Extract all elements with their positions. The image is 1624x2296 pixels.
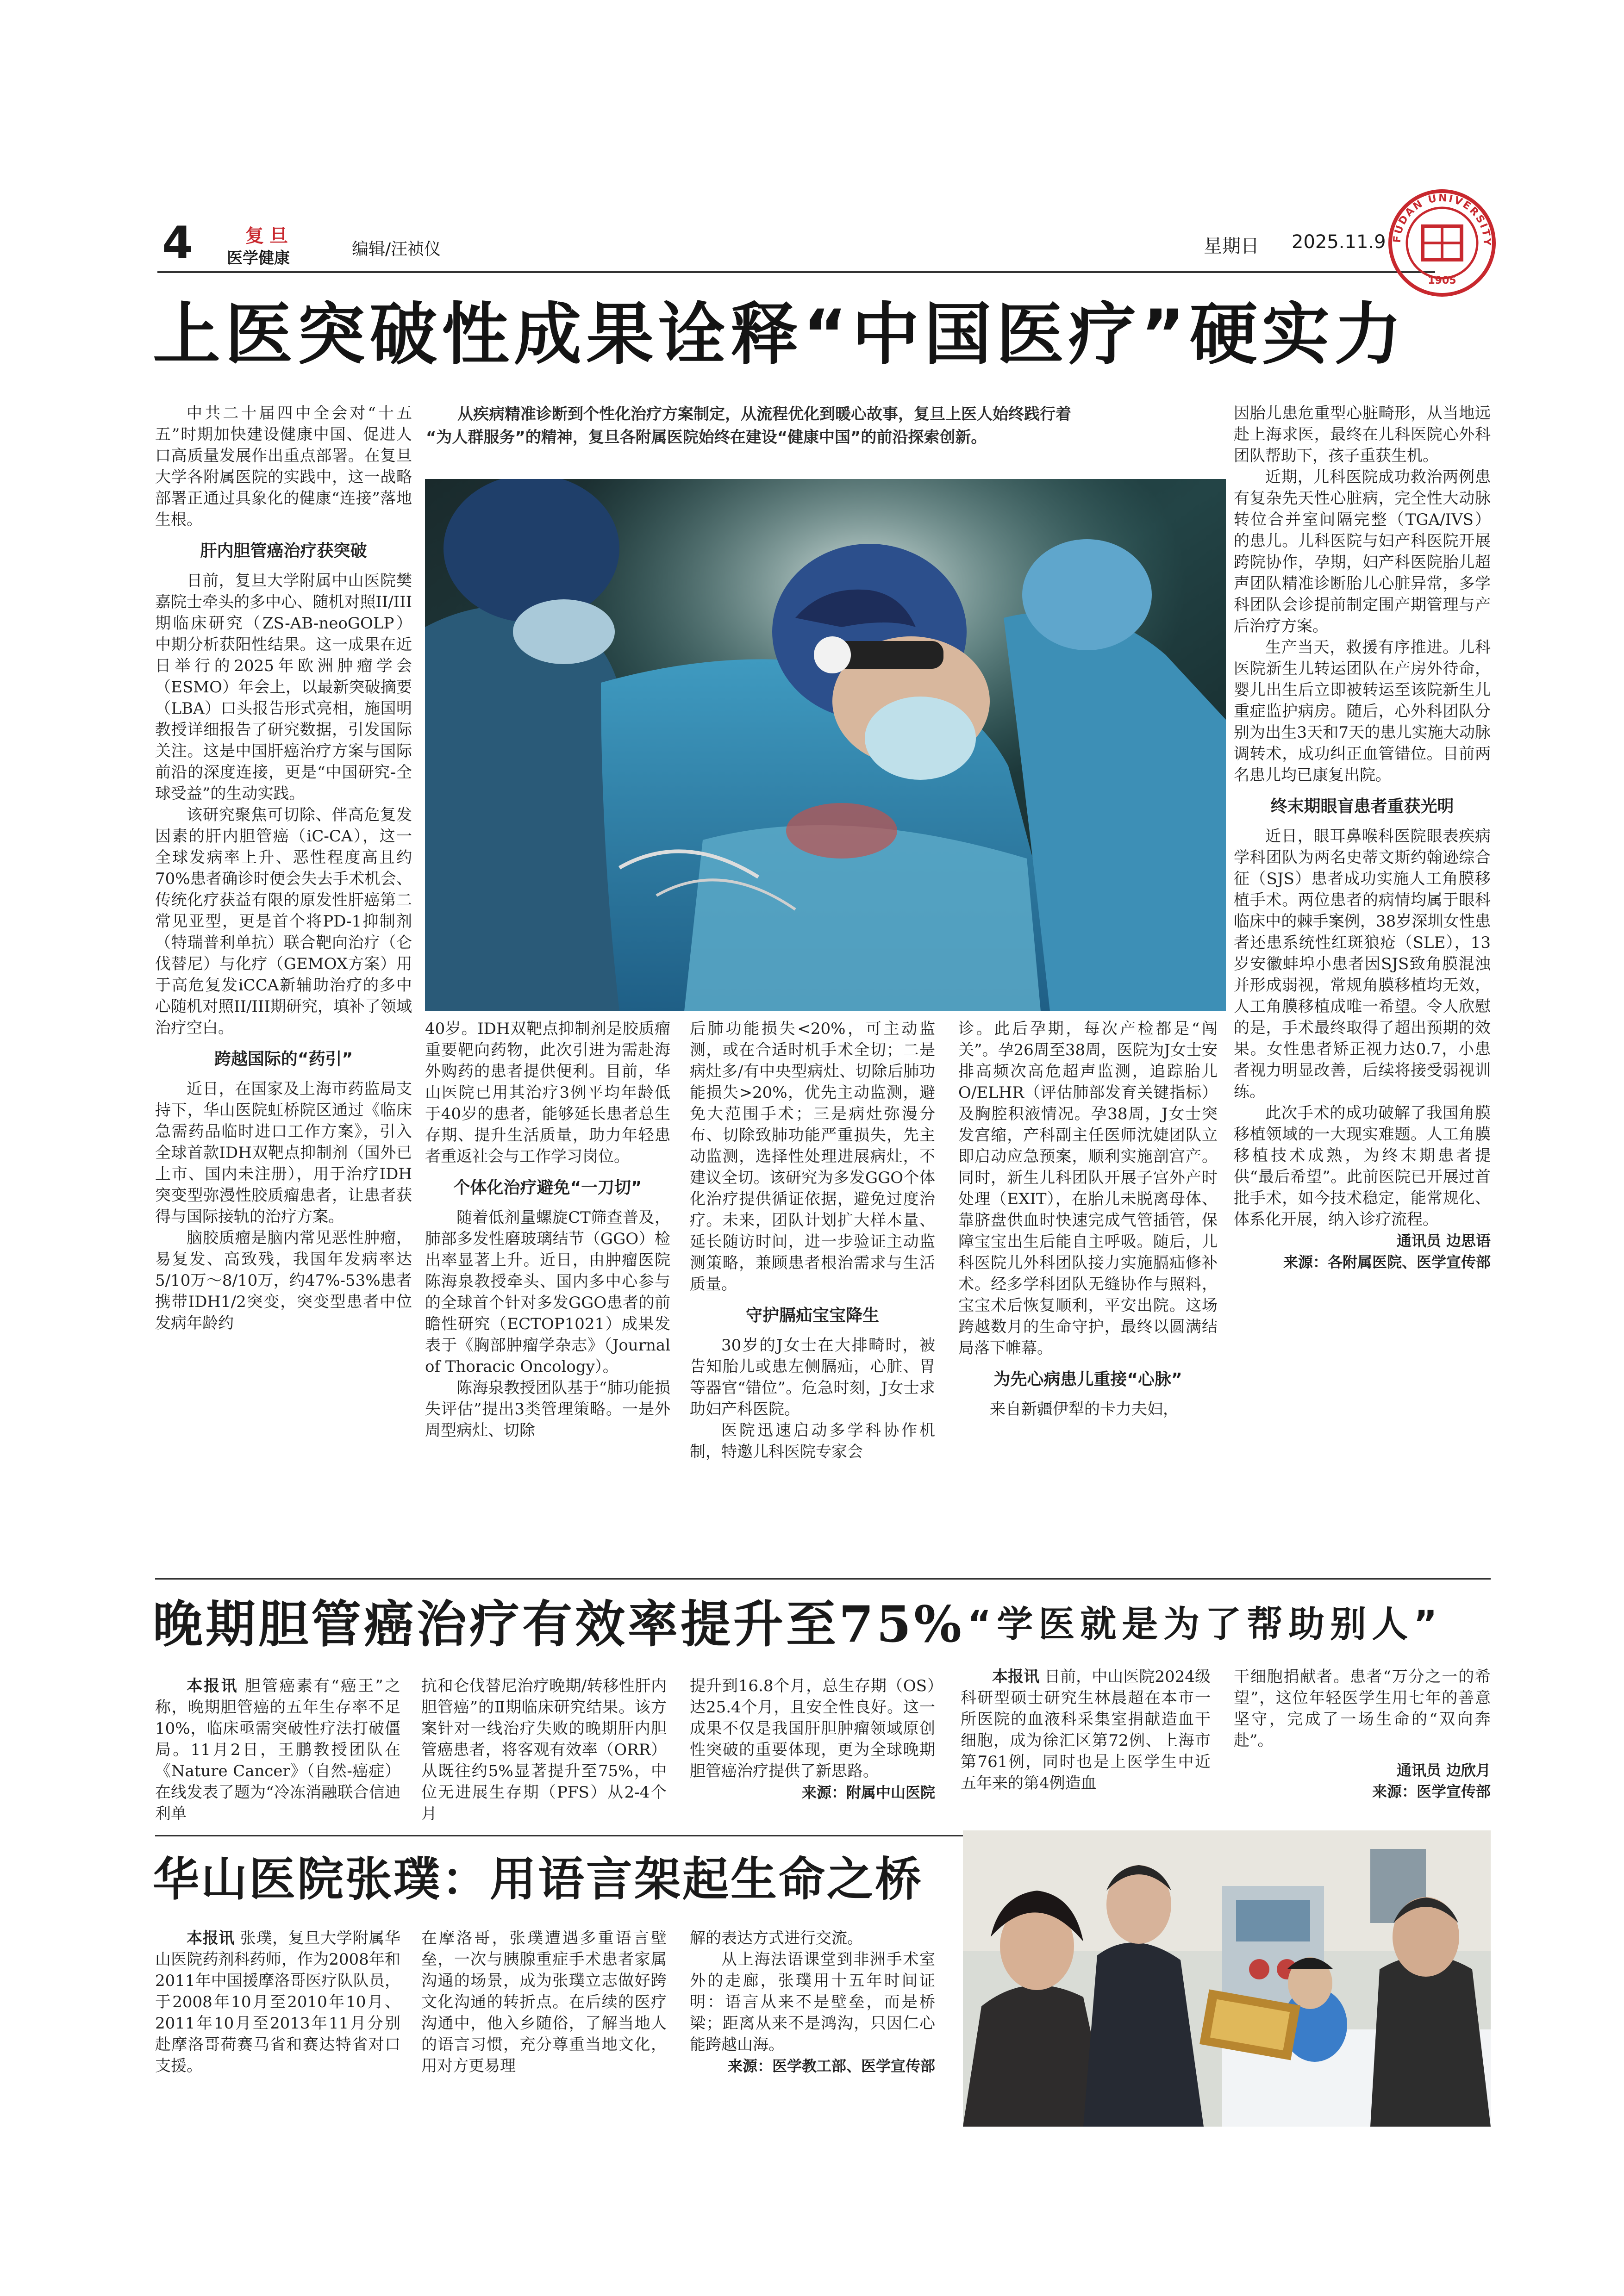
lead-label: 本报讯 xyxy=(992,1668,1040,1686)
paragraph: 日前，复旦大学附属中山医院樊嘉院士牵头的多中心、随机对照II/III期临床研究（ZS-AB-neoGOLP）中期分析获阳性结果。这一成果在近日举行的2025年欧洲肿瘤学会（ESMO）年会上，以最新突破摘要（LBA）口头报告形式亮相，施国明教授详细报告了研究数据，引发国际关注。这是中国肝癌治疗方案与国际前沿的深度连接，更是“中国研究-全球受益”的生动实践。 xyxy=(155,572,412,803)
paragraph xyxy=(961,1666,1211,1794)
deck-line-2: “为人群服务”的精神，复旦各附属医院始终在建设“健康中国”的前沿探索创新。 xyxy=(426,428,987,447)
article1-title: 上医突破性成果诠释“中国医疗”硬实力 xyxy=(153,295,1406,374)
subhead-personalized: 个体化治疗避免“一刀切” xyxy=(453,1178,642,1197)
paragraph: 30岁的J女士在大排畸时，被告知胎儿或患左侧膈疝，心脏、胃等器官“错位”。危急时刻，J女士求助妇产科医院。 xyxy=(690,1336,935,1419)
subhead-heart: 为先心病患儿重接“心脉” xyxy=(993,1370,1182,1389)
subhead-cornea: 终末期眼盲患者重获光明 xyxy=(1270,797,1454,816)
section-rule xyxy=(155,1835,979,1836)
issue-date: 2025.11.9 xyxy=(1292,231,1386,253)
correspondent: 通讯员 边思语 xyxy=(1396,1232,1491,1250)
article1-column-3 xyxy=(690,1018,935,1462)
paragraph: 来自新疆伊犁的卡力夫妇， xyxy=(990,1400,1179,1419)
brand-top: 复旦 xyxy=(245,225,294,247)
article1-deck xyxy=(426,403,1222,449)
svg-text:1905: 1905 xyxy=(1428,275,1456,286)
article3-source: 来源：医学教工部、医学宣传部 xyxy=(727,2057,935,2075)
article1-column-4 xyxy=(958,1018,1218,1420)
seal-icon xyxy=(1387,187,1498,299)
section-rule xyxy=(155,1578,1491,1580)
article3-body-3b: 从上海法语课堂到非洲手术室外的走廊，张璞用十五年时间证明：语言从来不是壁垒，而是桥梁；距离从来不是鸿沟，只因仁心能跨越山海。 xyxy=(690,1950,935,2054)
article2-column-2 xyxy=(421,1675,667,1824)
weekday: 星期日 xyxy=(1204,236,1259,257)
paragraph: 诊。此后孕期，每次产检都是“闯关”。孕26周至38周，医院为J女士安排高频次高危超声监测，追踪胎儿O/ELHR（评估肺部发育关键指标）及胸腔积液情况。孕38周，J女士突发宫缩，产科副主任医师沈婕团队立即启动应急预案，顺利实施剖宫产。同时，新生儿科团队开展子宫外产时处理（EXIT），在胎儿未脱离母体、靠脐盘供血时快速完成气管插管，保障宝宝出生后能自主呼吸。随后，儿科医院儿外科团队接力实施膈疝修补术。经多学科团队无缝协作与照料，宝宝术后恢复顺利，平安出院。这场跨越数月的生命守护，最终以圆满结局落下帷幕。 xyxy=(958,1020,1218,1357)
article4-title: “学医就是为了帮助别人” xyxy=(968,1604,1443,1645)
paragraph: 近期，儿科医院成功救治两例患有复杂先天性心脏病，完全性大动脉转位合并室间隔完整（TGA/IVS）的患儿。儿科医院与妇产科医院开展跨院协作，孕期，妇产科医院胎儿超声团队精准诊断胎儿心脏异常，多学科团队会诊提前制定围产期管理与产后治疗方案。 xyxy=(1234,468,1491,635)
paragraph xyxy=(155,1675,400,1824)
deck-line-1: 从疾病精准诊断到个性化治疗方案制定，从流程优化到暖心故事，复旦上医人始终践行着 xyxy=(457,405,1071,423)
article2-title: 晚期胆管癌治疗有效率提升至75% xyxy=(153,1595,964,1654)
source: 来源：各附属医院、医学宣传部 xyxy=(1283,1253,1491,1271)
paragraph: 脑胶质瘤是脑内常见恶性肿瘤，易复发、高致残，我国年发病率达5/10万～8/10万，约47%-53%患者携带IDH1/2突变，突变型患者中位发病年龄约 xyxy=(155,1229,412,1332)
subhead-drug-import: 跨越国际的“药引” xyxy=(214,1050,353,1069)
svg-text:FUDAN UNIVERSITY: FUDAN UNIVERSITY xyxy=(1391,192,1493,247)
paragraph: 因胎儿患危重型心脏畸形，从当地远赴上海求医，最终在儿科医院心外科团队帮助下，孩子重获生机。 xyxy=(1234,404,1491,465)
paragraph: 随着低剂量螺旋CT筛查普及，肺部多发性磨玻璃结节（GGO）检出率显著上升。近日，由肿瘤医院陈海泉教授牵头、国内多中心参与的全球首个针对多发GGO患者的前瞻性研究（ECTOP1021）成果发表于《胸部肿瘤学杂志》（Journal of Thoracic Oncology）。 xyxy=(425,1208,670,1376)
paragraph: 近日，在国家及上海市药监局支持下，华山医院虹桥院区通过《临床急需药品临时进口工作方案》，引入全球首款IDH双靶点抑制剂（国外已上市、国内未注册），用于治疗IDH突变型弥漫性胶质瘤患者，让患者获得与国际接轨的治疗方案。 xyxy=(155,1080,412,1226)
article3-body-1: 张璞，复旦大学附属华山医院药剂科药师，作为2008年和2011年中国援摩洛哥医疗队队员，于2008年10月至2010年10月、2011年10月至2013年11月分别赴摩洛哥荷赛马省和赛达特省对口支援。 xyxy=(155,1929,401,2075)
paragraph: 近日，眼耳鼻喉科医院眼表疾病学科团队为两名史蒂文斯约翰逊综合征（SJS）患者成功实施人工角膜移植手术。两位患者的病情均属于眼科临床中的棘手案例，38岁深圳女性患者还患系统性红斑狼疮（SLE），13岁安徽蚌埠小患者因SJS致角膜混浊并形成弱视，常规角膜移植均无效，人工角膜移植成唯一希望。令人欣慰的是，手术最终取得了超出预期的效果。女性患者矫正视力达0.7，小患者视力明显改善，后续将接受弱视训练。 xyxy=(1234,827,1491,1101)
article3-column-3 xyxy=(690,1928,935,2077)
paragraph: 生产当天，救援有序推进。儿科医院新生儿转运团队在产房外待命，婴儿出生后立即被转运至该院新生儿重症监护病房。随后，心外科团队分别为出生3天和7天的患儿实施大动脉调转术，成功纠正血管错位。目前两名患儿均已康复出院。 xyxy=(1234,638,1491,784)
paragraph: 后肺功能损失<20%，可主动监测，或在合适时机手术全切；二是病灶多/有中央型病灶、切除后肺功能损失>20%，优先主动监测，避免大范围手术；三是病灶弥漫分布、切除致肺功能严重损失，先主动监测，选择性处理进展病灶，不建议全切。该研究为多发GGO个体化治疗提供循证依据，避免过度治疗。未来，团队计划扩大样本量、延长随访时间，进一步验证主动监测策略，兼顾患者根治需求与生活质量。 xyxy=(690,1020,935,1294)
intro-paragraph: 中共二十届四中全会对“十五五”时期加快建设健康中国、促进人口高质量发展作出重点部署。在复旦大学各附属医院的实践中，这一战略部署正通过具象化的健康“连接”落地生根。 xyxy=(155,404,412,529)
header-rule xyxy=(157,271,1435,273)
article2-column-3 xyxy=(690,1675,935,1803)
article2-body-2: 抗和仑伐替尼治疗晚期/转移性肝内胆管癌”的Ⅱ期临床研究结果。该方案针对一线治疗失败的晚期肝内胆管癌患者，将客观有效率（ORR）从既往约5%显著提升至75%，中位无进展生存期（PFS）从2-4个月 xyxy=(421,1677,667,1823)
article4-body-2: 干细胞捐献者。患者“万分之一的希望”，这位年轻医学生用七年的善意坚守，完成了一场生命的“双向奔赴”。 xyxy=(1234,1668,1491,1750)
surgery-photo xyxy=(425,479,1226,1011)
lead-label: 本报讯 xyxy=(187,1929,235,1948)
article4-correspondent: 通讯员 边欣月 xyxy=(1396,1761,1491,1779)
page-header xyxy=(153,218,1486,273)
paragraph: 此次手术的成功破解了我国角膜移植领域的一大现实难题。人工角膜移植技术成熟，为终末期患者提供“最后希望”。此前医院已开展过首批手术，如今技术稳定，能常规化、体系化开展，纳入诊疗流程。 xyxy=(1234,1104,1491,1229)
university-seal xyxy=(1387,187,1498,299)
donation-ceremony-photo xyxy=(963,1830,1491,2127)
subhead-liver-cancer: 肝内胆管癌治疗获突破 xyxy=(200,541,367,560)
page-number: 4 xyxy=(162,217,193,269)
paragraph: 该研究聚焦可切除、伴高危复发因素的肝内胆管癌（iC-CA），这一全球发病率上升、恶性程度高且约70%患者确诊时便会失去手术机会、传统化疗获益有限的原发性肝癌第二常见亚型，更是首个将PD-1抑制剂（特瑞普利单抗）联合靶向治疗（仑伐替尼）与化疗（GEMOX方案）用于高危复发iCCA新辅助治疗的多中心随机对照II/III期研究，填补了领域治疗空白。 xyxy=(155,806,412,1037)
article2-source: 来源：附属中山医院 xyxy=(801,1784,935,1801)
article4-column-2 xyxy=(1234,1666,1491,1802)
article1-column-5 xyxy=(1234,403,1491,1273)
article1-column-2 xyxy=(425,1018,670,1441)
article4-body-1: 日前，中山医院2024级科研型硕士研究生林晨超在本市一所医院的血液科采集室捐献造血干细胞，成为徐汇区第72例、上海市第761例，同时也是上医学生中近五年来的第4例造血 xyxy=(961,1668,1211,1792)
paragraph: 40岁。IDH双靶点抑制剂是胶质瘤重要靶向药物，此次引进为需赴海外购药的患者提供便利。目前，华山医院已用其治疗3例平均年龄低于40岁的患者，能够延长患者总生存期、提升生活质量，助力年轻患者重返社会与工作学习岗位。 xyxy=(425,1020,670,1166)
article4-source: 来源：医学宣传部 xyxy=(1372,1783,1491,1800)
paragraph: 陈海泉教授团队基于“肺功能损失评估”提出3类管理策略。一是外周型病灶、切除 xyxy=(425,1379,670,1440)
article3-body-3a: 解的表达方式进行交流。 xyxy=(690,1929,863,1948)
editor-credit: 编辑/汪祯仪 xyxy=(352,240,441,259)
article3-title: 华山医院张璞：用语言架起生命之桥 xyxy=(153,1852,923,1906)
article3-column-1 xyxy=(155,1928,400,2077)
article3-column-2 xyxy=(421,1928,667,2077)
article3-body-2: 在摩洛哥，张璞遭遇多重语言壁垒，一次与胰腺重症手术患者家属沟通的场景，成为张璞立志做好跨文化沟通的转折点。在后续的医疗沟通中，他入乡随俗，了解当地人的语言习惯，充分尊重当地文化，用对方更易理 xyxy=(421,1929,667,2075)
article2-body-1: 胆管癌素有“癌王”之称，晚期胆管癌的五年生存率不足10%，临床亟需突破性疗法打破僵局。11月2日，王鹏教授团队在《Nature Cancer》（自然-癌症）在线发表了题为“冷冻消融联合信迪利单 xyxy=(155,1677,401,1823)
brand-bottom: 医学健康 xyxy=(227,249,290,268)
paragraph: 医院迅速启动多学科协作机制，特邀儿科医院专家会 xyxy=(690,1421,935,1461)
article2-column-1 xyxy=(155,1675,400,1824)
lead-label: 本报讯 xyxy=(187,1677,238,1695)
paragraph xyxy=(155,1928,400,2077)
article1-column-1 xyxy=(155,403,412,1334)
article4-column-1 xyxy=(961,1666,1211,1794)
subhead-hernia-baby: 守护膈疝宝宝降生 xyxy=(745,1306,879,1325)
article2-body-3: 提升到16.8个月，总生存期（OS）达25.4个月，且安全性良好。这一成果不仅是我国肝胆肿瘤领域原创性突破的重要体现，更为全球晚期胆管癌治疗提供了新思路。 xyxy=(690,1677,935,1780)
